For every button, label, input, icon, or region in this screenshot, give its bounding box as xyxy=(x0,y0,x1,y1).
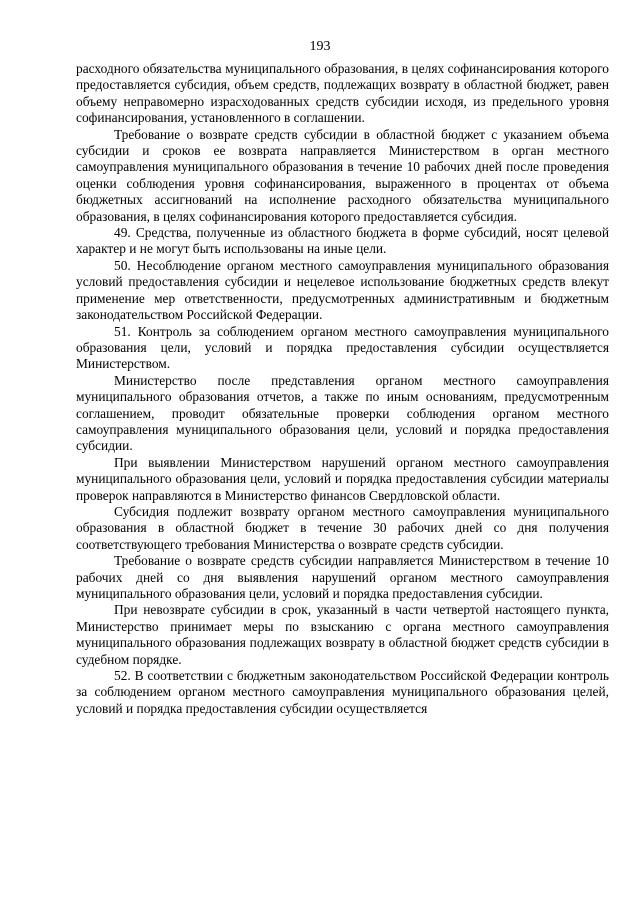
paragraph-ministry-checks: Министерство после представления органом местного самоуправления муниципального образования отчетов, а также по иным основаниям, предусмотренным соглашением, проводит обязательные проверки соблюдения органом местного самоуправления муниципального образования цели, условий и порядка предоставления субсидии. xyxy=(76,372,609,454)
paragraph-item-49: 49. Средства, полученные из областного бюджета в форме субсидий, носят целевой характер и не могут быть использованы на иные цели. xyxy=(76,225,609,257)
paragraph-continuation: расходного обязательства муниципального образования, в целях софинансирования которого предоставляется субсидия, объем средств, подлежащих возврату в областной бюджет, равен объему неправомерно израсходованных средств субсидии исходя, из предельного уровня софинансирования, установленного в соглашении. xyxy=(76,61,609,126)
paragraph-non-refund: При невозврате субсидии в срок, указанный в части четвертой настоящего пункта, Министерство принимает меры по взысканию с органа местного самоуправления муниципального образования подлежащих возврату в областной бюджет средств субсидии в судебном порядке. xyxy=(76,602,609,667)
paragraph-refund-request: Требование о возврате средств субсидии направляется Министерством в течение 10 рабочих дней со дня выявления нарушений органом местного самоуправления муниципального образования цели, условий и порядка предоставления субсидии. xyxy=(76,553,609,601)
paragraph-item-51: 51. Контроль за соблюдением органом местного самоуправления муниципального образования цели, условий и порядка предоставления субсидии осуществляется Министерством. xyxy=(76,323,609,372)
page-number: 193 xyxy=(309,39,331,54)
paragraph-item-52: 52. В соответствии с бюджетным законодательством Российской Федерации контроль за соблюдением органом местного самоуправления муниципального образования целей, условий и порядка предоставления субсидии осуществляется xyxy=(76,668,609,716)
paragraph-refund-term: Субсидия подлежит возврату органом местного самоуправления муниципального образования в областной бюджет в течение 30 рабочих дней со дня получения соответствующего требования Министерства о возврате средств субсидии. xyxy=(76,503,609,552)
body-text xyxy=(76,61,609,717)
paragraph-refund-demand: Требование о возврате средств субсидии в областной бюджет с указанием объема субсидии и сроков ее возврата направляется Министерством в орган местного самоуправления муниципального образования в течение 10 рабочих дней после проведения оценки соблюдения уровня софинансирования, выраженного в процентах от объема бюджетных ассигнований на исполнение расходного обязательства муниципального образования, в целях софинансирования которого предоставляется субсидия. xyxy=(76,126,609,224)
paragraph-item-50: 50. Несоблюдение органом местного самоуправления муниципального образования условий предоставления субсидии и нецелевое использование бюджетных средств влекут применение мер ответственности, предусмотренных административным и бюджетным законодательством Российской Федерации. xyxy=(76,257,609,323)
paragraph-violations: При выявлении Министерством нарушений органом местного самоуправления муниципального образования цели, условий и порядка предоставления субсидии материалы проверок направляются в Министерство финансов Свердловской области. xyxy=(76,454,609,503)
